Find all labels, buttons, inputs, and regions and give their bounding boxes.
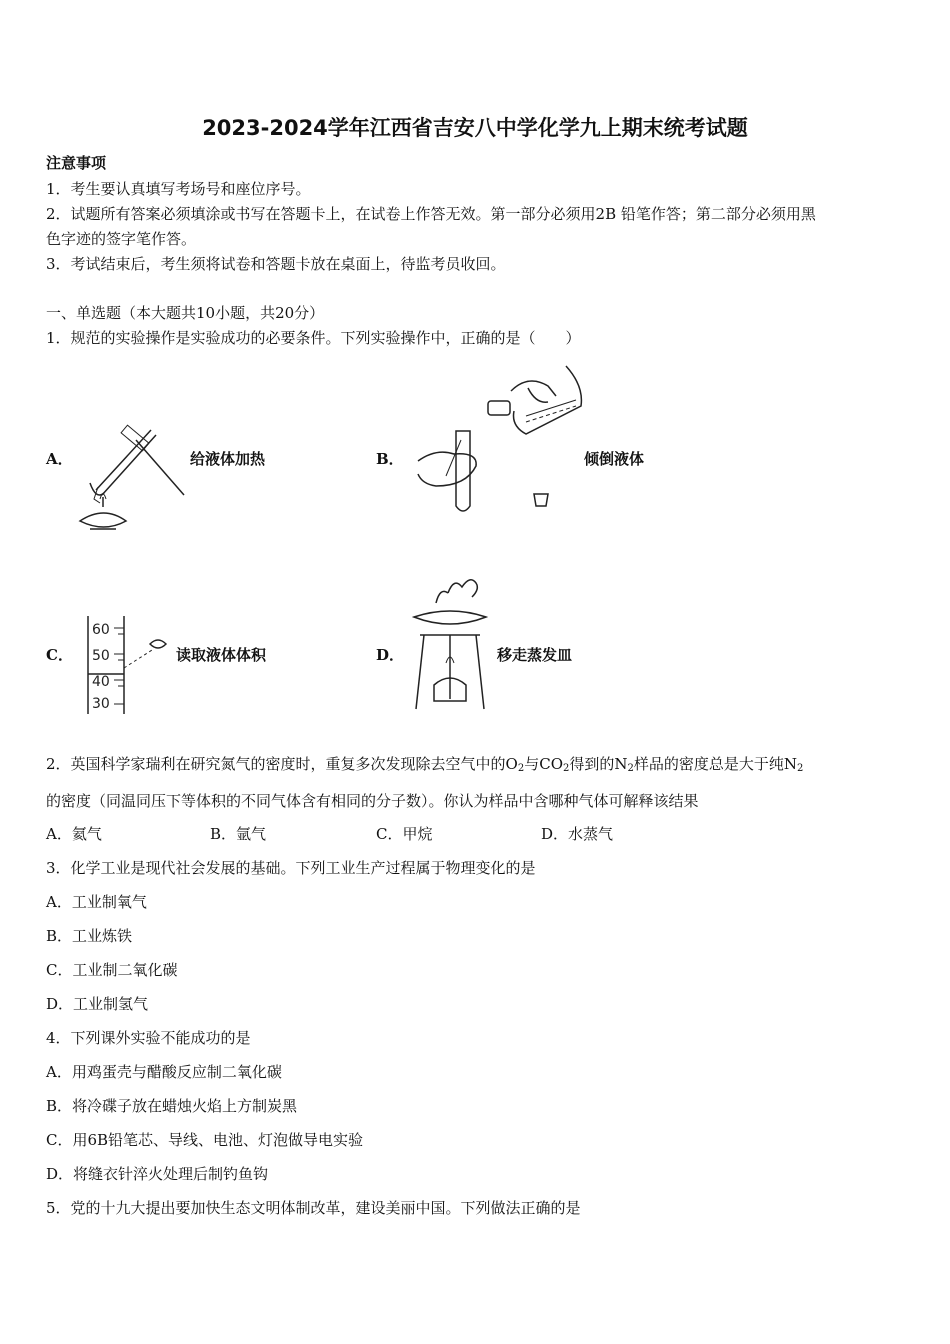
q1-option-a-text: 给液体加热 [190, 450, 266, 468]
q4-option-b[interactable]: B．将冷碟子放在蜡烛火焰上方制炭黑 [46, 1097, 298, 1115]
question-2-stem-line-2: 的密度（同温同压下等体积的不同气体含有相同的分子数）。你认为样品中含哪种气体可解释该结果 [46, 792, 699, 810]
question-1-stem: 1．规范的实验操作是实验成功的必要条件。下列实验操作中，正确的是（ ） [46, 329, 581, 347]
q1-option-b-label[interactable]: B． [376, 450, 404, 468]
question-5-stem: 5．党的十九大提出要加快生态文明体制改革，建设美丽中国。下列做法正确的是 [46, 1199, 581, 1217]
question-3-stem: 3．化学工业是现代社会发展的基础。下列工业生产过程属于物理变化的是 [46, 859, 536, 877]
section-heading: 一、单选题（本大题共10小题，共20分） [46, 304, 325, 322]
cylinder-tick-60: 60 [92, 622, 110, 638]
q1-option-c-text: 读取液体体积 [176, 646, 267, 664]
cylinder-tick-30: 30 [92, 696, 110, 712]
q3-option-a[interactable]: A．工业制氧气 [46, 893, 147, 911]
notice-item: 2．试题所有答案必须填涂或书写在答题卡上，在试卷上作答无效。第一部分必须用2B 铅笔作答；第二部分必须用黑 [46, 205, 816, 223]
notice-heading: 注意事项 [46, 154, 107, 172]
cylinder-tick-40: 40 [92, 674, 110, 690]
cylinder-tick-50: 50 [92, 648, 110, 664]
q1-option-c-label[interactable]: C． [46, 646, 73, 664]
notice-item: 色字迹的签字笔作答。 [46, 230, 197, 248]
q2-option-c[interactable]: C．甲烷 [376, 825, 433, 843]
page-title: 2023-2024学年江西省吉安八中学化学九上期末统考试题 [202, 116, 748, 140]
notice-item: 1．考生要认真填写考场号和座位序号。 [46, 180, 311, 198]
q4-option-d[interactable]: D．将缝衣针淬火处理后制钓鱼钩 [46, 1165, 269, 1183]
evaporating-dish-illustration [410, 575, 490, 715]
q4-option-a[interactable]: A．用鸡蛋壳与醋酸反应制二氧化碳 [46, 1063, 282, 1081]
question-2-stem-line-1: 2．英国科学家瑞利在研究氮气的密度时，重复多次发现除去空气中的$O_2$与$CO_2$得到的$N_2$样品的密度总是大于纯$N_2$ [46, 755, 804, 774]
q1-option-d-label[interactable]: D． [376, 646, 405, 664]
q3-option-b[interactable]: B．工业炼铁 [46, 927, 133, 945]
q3-option-c[interactable]: C．工业制二氧化碳 [46, 961, 178, 979]
q4-option-c[interactable]: C．用6B铅笔芯、导线、电池、灯泡做导电实验 [46, 1131, 364, 1149]
question-4-stem: 4．下列课外实验不能成功的是 [46, 1029, 251, 1047]
q2-option-a[interactable]: A．氦气 [46, 825, 102, 843]
q1-option-d-text: 移走蒸发皿 [497, 646, 573, 664]
notice-item: 3．考试结束后，考生须将试卷和答题卡放在桌面上，待监考员收回。 [46, 255, 506, 273]
q2-option-d[interactable]: D．水蒸气 [541, 825, 614, 843]
q1-option-a-label[interactable]: A． [46, 450, 73, 468]
heating-liquid-illustration [76, 425, 191, 540]
q2-option-b[interactable]: B．氩气 [210, 825, 267, 843]
graduated-cylinder-illustration [84, 614, 176, 716]
q3-option-d[interactable]: D．工业制氢气 [46, 995, 149, 1013]
pouring-liquid-illustration [416, 356, 586, 521]
q1-option-b-text: 倾倒液体 [584, 450, 645, 468]
